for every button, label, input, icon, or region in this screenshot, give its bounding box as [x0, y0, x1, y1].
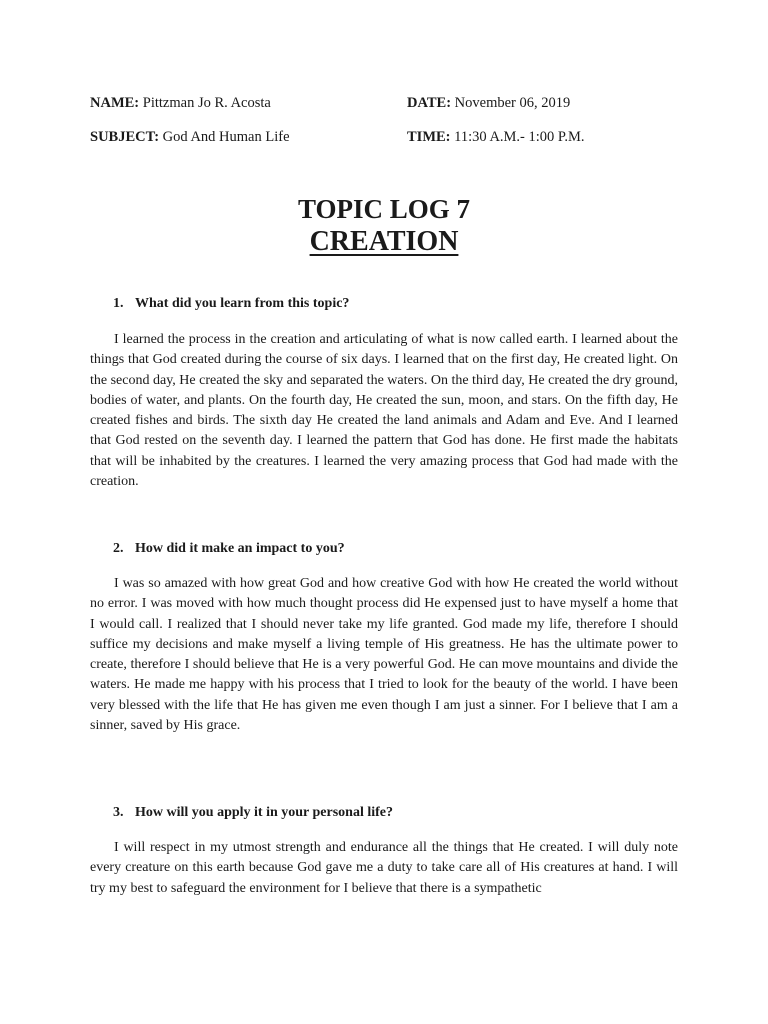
answer-1: I learned the process in the creation and articulating of what is now called earth. I learned about the things that God created during the course of six days. I learned that on the first day, He created light. On the second day, He created the sky and separated the waters. On the third day, He created the dry ground, bodies of water, and plants. On the fourth day, He created the sun, moon, and stars. On the fifth day, He created fishes and birds. The sixth day He created the land animals and Adam and Eve. And I learned that God rested on the seventh day. I learned the pattern that God has done. He first made the habitats that will be inhabited by the creatures. I learned the very amazing process that God had made with the creation. — [90, 332, 678, 490]
question-1 — [113, 295, 349, 313]
question-text: What did you learn from this topic? — [135, 296, 350, 311]
answer-2: I was so amazed with how great God and how creative God with how He created the world without no error. I was moved with how much thought process did He expensed just to have myself a home that I would call. I realized that I should never take my life granted. God made my life, therefore I should suffice my decisions and make myself a living temple of His greatness. He has the ultimate power to create, therefore I should believe that He is a very powerful God. He can move mountains and divide the waters. He made me happy with his process that I tried to look for the beauty of the world. I have been very blessed with the life that He has given me even though I am just a sinner. For I believe that I am a sinner, saved by His grace. — [90, 576, 678, 734]
time-field — [407, 128, 585, 146]
time-value: 11:30 A.M.- 1:00 P.M. — [454, 129, 585, 145]
topic-heading-text: CREATION — [309, 226, 459, 257]
question-number: 2. — [113, 541, 124, 556]
date-value: November 06, 2019 — [454, 95, 571, 111]
time-label: TIME: — [407, 129, 451, 145]
answer-3: I will respect in my utmost strength and endurance all the things that He created. I will duly note every creature on this earth because God gave me a duty to take care all of His creatures at hand. I will try my best to safeguard the environment for I believe that there is a sympathetic — [90, 840, 678, 896]
question-3 — [113, 804, 393, 822]
topic-heading — [0, 225, 768, 259]
name-value: Pittzman Jo R. Acosta — [142, 95, 271, 111]
question-number: 3. — [113, 805, 124, 820]
name-label: NAME: — [90, 95, 140, 111]
question-2 — [113, 540, 345, 558]
question-text: How did it make an impact to you? — [135, 541, 345, 556]
date-label: DATE: — [407, 95, 452, 111]
subject-field — [90, 128, 290, 146]
name-field — [90, 94, 271, 112]
subject-value: God And Human Life — [162, 129, 290, 145]
question-text: How will you apply it in your personal life? — [135, 805, 393, 820]
question-number: 1. — [113, 296, 124, 311]
topic-title: TOPIC LOG 7 — [297, 194, 471, 224]
subject-label: SUBJECT: — [90, 129, 160, 145]
date-field — [407, 94, 570, 112]
